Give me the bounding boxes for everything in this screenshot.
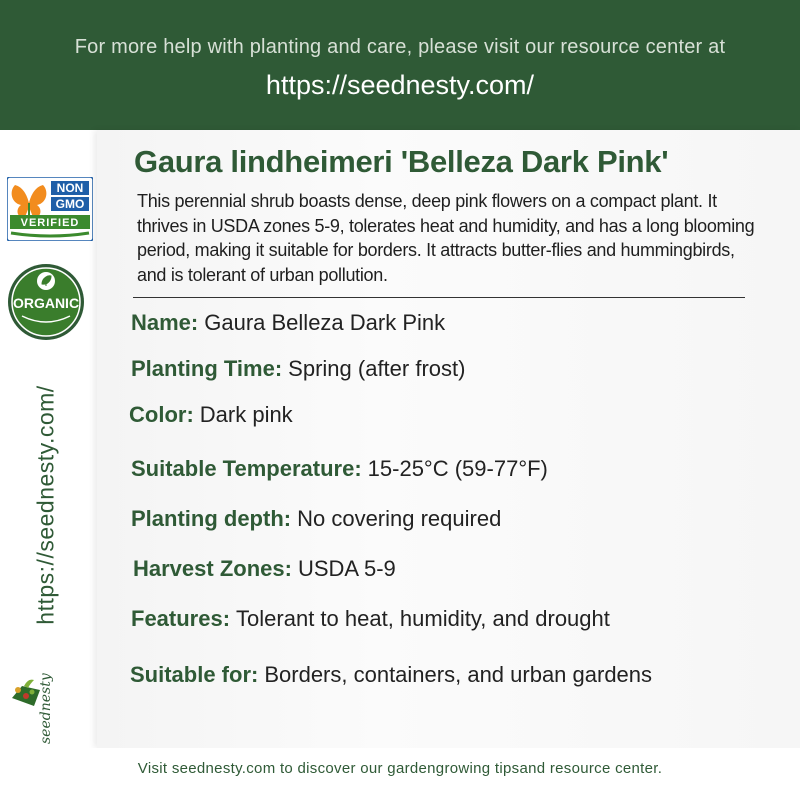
organic-badge bbox=[6, 262, 86, 342]
spec-label: Color: bbox=[129, 402, 194, 427]
spec-value: 15-25°C (59-77°F) bbox=[367, 456, 548, 481]
spec-value: Borders, containers, and urban gardens bbox=[264, 662, 653, 687]
nongmo-bottom-text: VERIFIED bbox=[20, 217, 80, 229]
spec-value: Dark pink bbox=[199, 402, 293, 427]
product-title: Gaura lindheimeri 'Belleza Dark Pink' bbox=[134, 144, 669, 179]
logo-wordmark: seednesty bbox=[38, 673, 54, 744]
product-description: This perennial shrub boasts dense, deep pink flowers on a compact plant. It thrives in USDA zones 5-9, tolerates heat and humidity, and has a long blooming period, making it suitable for borders. It attracts butter-flies and hummingbirds, and is tolerant of urban pollution. bbox=[137, 191, 755, 285]
spec-row-planting-depth bbox=[131, 506, 501, 532]
footer-text: Visit seednesty.com to discover our gardengrowing tipsand resource center. bbox=[137, 760, 663, 777]
spec-row-suitable-for bbox=[130, 662, 652, 688]
seednesty-logo bbox=[6, 668, 66, 746]
nongmo-mid-text: GMO bbox=[55, 197, 85, 211]
spec-value: USDA 5-9 bbox=[297, 556, 396, 581]
spec-row-planting-time bbox=[131, 356, 465, 382]
spec-label: Planting Time: bbox=[131, 356, 283, 381]
spec-row-temperature bbox=[131, 456, 548, 482]
vertical-url-text: https://seednesty.com/ bbox=[32, 385, 59, 625]
banner-url-link[interactable]: https://seednesty.com/ bbox=[265, 70, 535, 100]
top-banner bbox=[0, 0, 800, 130]
spec-label: Features: bbox=[131, 606, 231, 631]
spec-label: Harvest Zones: bbox=[133, 556, 292, 581]
spec-value: Gaura Belleza Dark Pink bbox=[204, 310, 446, 335]
spec-label: Planting depth: bbox=[131, 506, 292, 531]
spec-row-features bbox=[131, 606, 610, 632]
spec-label: Name: bbox=[131, 310, 199, 335]
spec-row-harvest-zones bbox=[133, 556, 396, 582]
banner-help-text: For more help with planting and care, please visit our resource center at bbox=[74, 36, 726, 58]
spec-value: Tolerant to heat, humidity, and drought bbox=[236, 606, 610, 631]
footer bbox=[0, 748, 800, 800]
spec-value: Spring (after frost) bbox=[288, 356, 466, 381]
spec-row-name bbox=[131, 310, 445, 336]
nongmo-top-text: NON bbox=[56, 181, 84, 195]
non-gmo-verified-badge bbox=[7, 177, 93, 241]
spec-row-color bbox=[129, 402, 293, 428]
spec-label: Suitable Temperature: bbox=[131, 456, 362, 481]
spec-value: No covering required bbox=[297, 506, 502, 531]
section-divider bbox=[133, 297, 745, 298]
organic-text: ORGANIC bbox=[12, 295, 80, 311]
spec-label: Suitable for: bbox=[130, 662, 259, 687]
